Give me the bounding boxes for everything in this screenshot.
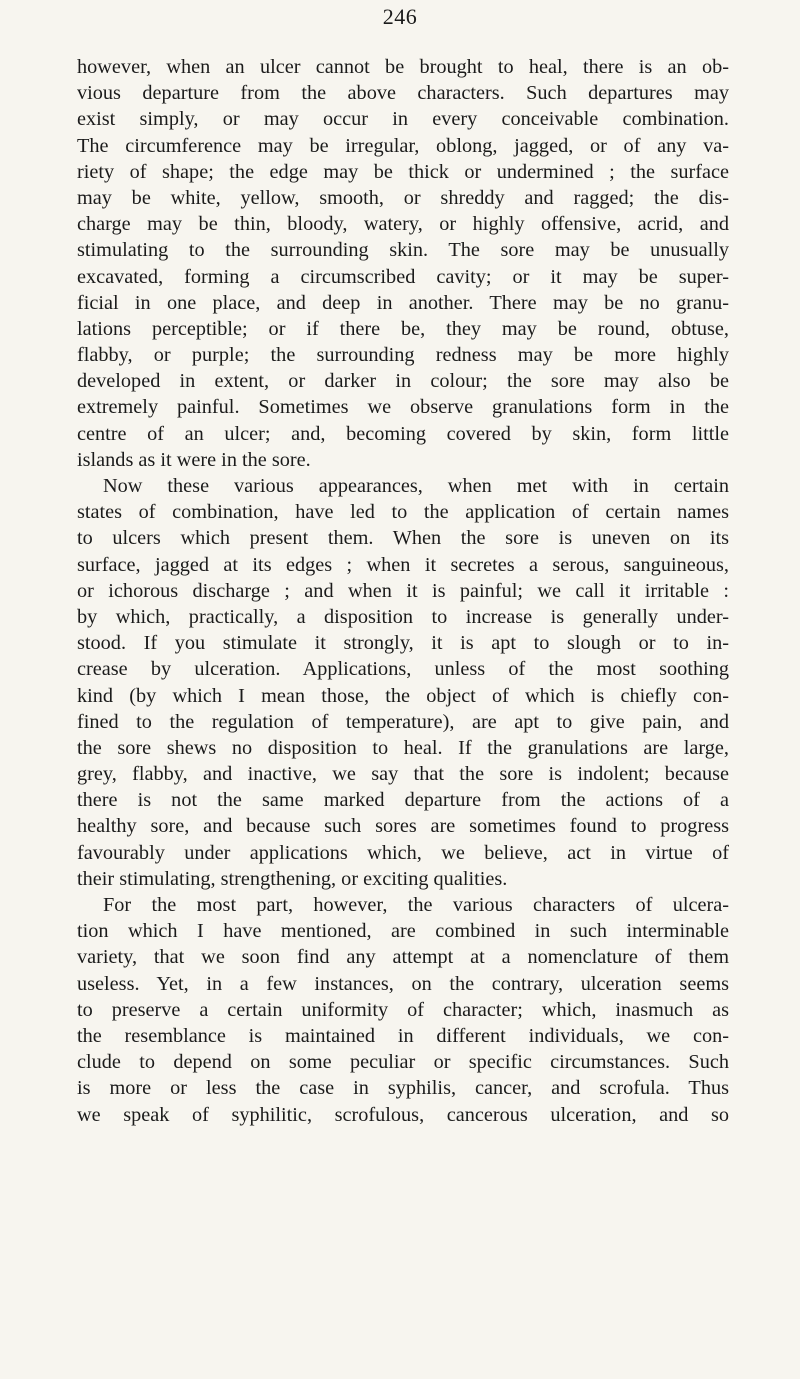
text-line: however, when an ulcer cannot be brought to heal, there is an ob-	[77, 56, 729, 78]
text-line: kind (by which I mean those, the object of which is chiefly con-	[77, 684, 729, 707]
page-number: 246	[382, 4, 418, 29]
text-line: islands as it were in the sore.	[77, 448, 311, 471]
text-line: variety, that we soon find any attempt at a nomenclature of them	[77, 946, 729, 969]
text-line: there is not the same marked departure from the actions of a	[77, 789, 729, 812]
text-line: grey, flabby, and inactive, we say that the sore is indolent; because	[77, 763, 729, 786]
text-line: by which, practically, a disposition to increase is generally under-	[77, 605, 729, 628]
text-line: charge may be thin, bloody, watery, or highly offensive, acrid, and	[77, 213, 729, 236]
text-line: states of combination, have led to the application of certain names	[77, 501, 729, 524]
text-line: the sore shews no disposition to heal. If the granulations are large,	[77, 736, 729, 759]
text-line: centre of an ulcer; and, becoming covered by skin, form little	[77, 422, 729, 445]
body-text	[77, 54, 729, 1128]
text-line: useless. Yet, in a few instances, on the contrary, ulceration seems	[77, 972, 729, 995]
paragraph-first-line: Now these various appearances, when met with in certain	[103, 475, 729, 497]
text-line: clude to depend on some peculiar or specific circumstances. Such	[77, 1051, 729, 1074]
text-line: exist simply, or may occur in every conceivable combination.	[77, 108, 729, 131]
text-line: ficial in one place, and deep in another. There may be no granu-	[77, 291, 729, 314]
text-line: their stimulating, strengthening, or exciting qualities.	[77, 867, 508, 890]
text-line: to ulcers which present them. When the sore is uneven on its	[77, 527, 729, 550]
text-line: vious departure from the above characters. Such departures may	[77, 82, 729, 105]
text-line: developed in extent, or darker in colour; the sore may also be	[77, 370, 729, 393]
text-line: crease by ulceration. Applications, unless of the most soothing	[77, 658, 729, 681]
text-line: favourably under applications which, we believe, act in virtue of	[77, 841, 729, 864]
text-line: the resemblance is maintained in different individuals, we con-	[77, 1024, 729, 1047]
text-line: surface, jagged at its edges ; when it secretes a serous, sanguineous,	[77, 553, 729, 576]
text-line: extremely painful. Sometimes we observe granulations form in the	[77, 396, 729, 419]
text-line: riety of shape; the edge may be thick or undermined ; the surface	[77, 160, 729, 183]
paragraph-first-line: For the most part, however, the various characters of ulcera-	[103, 894, 729, 916]
text-line: fined to the regulation of temperature), are apt to give pain, and	[77, 710, 729, 733]
text-line: flabby, or purple; the surrounding redness may be more highly	[77, 344, 729, 367]
text-line: The circumference may be irregular, oblong, jagged, or of any va-	[77, 134, 729, 157]
text-line: is more or less the case in syphilis, cancer, and scrofula. Thus	[77, 1077, 729, 1100]
text-line: to preserve a certain uniformity of character; which, inasmuch as	[77, 998, 729, 1021]
text-line: lations perceptible; or if there be, they may be round, obtuse,	[77, 317, 729, 340]
text-line: stimulating to the surrounding skin. The sore may be unusually	[77, 239, 729, 262]
text-line: tion which I have mentioned, are combined in such interminable	[77, 920, 729, 943]
text-line: healthy sore, and because such sores are sometimes found to progress	[77, 815, 729, 838]
text-line: may be white, yellow, smooth, or shreddy and ragged; the dis-	[77, 186, 729, 209]
text-line: excavated, forming a circumscribed cavity; or it may be super-	[77, 265, 729, 288]
text-line: we speak of syphilitic, scrofulous, cancerous ulceration, and so	[77, 1103, 729, 1126]
text-line: or ichorous discharge ; and when it is painful; we call it irritable :	[77, 579, 729, 602]
text-line: stood. If you stimulate it strongly, it is apt to slough or to in-	[77, 632, 729, 655]
